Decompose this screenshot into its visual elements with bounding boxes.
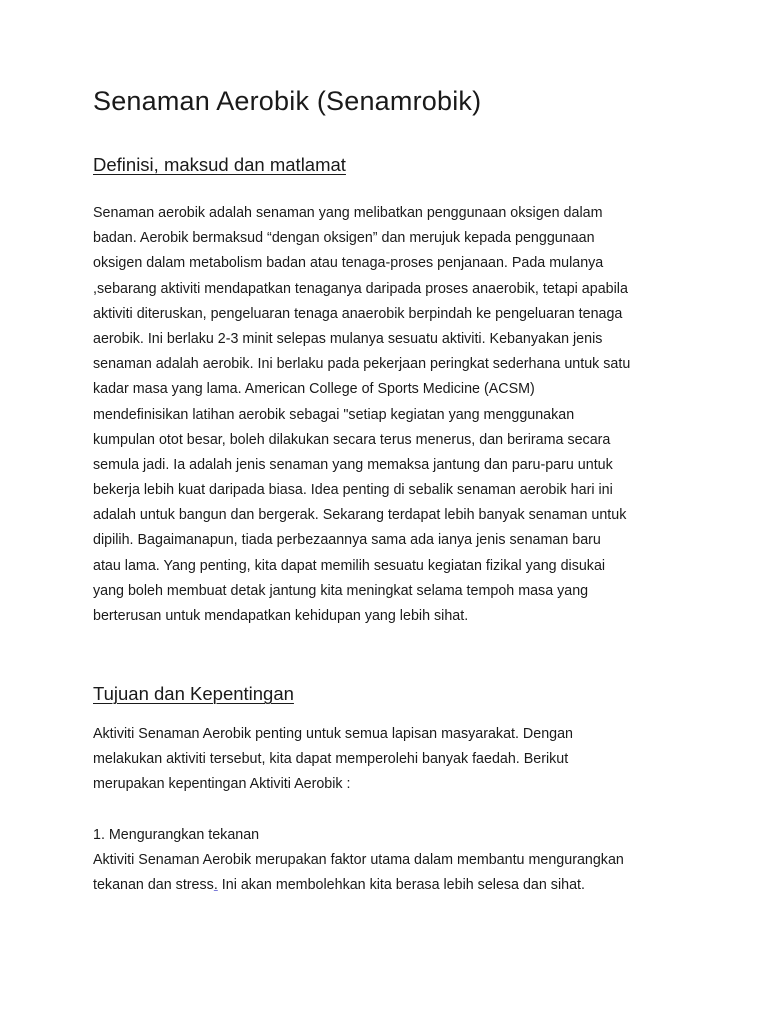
text-line: aerobik. Ini berlaku 2-3 minit selepas mulanya sesuatu aktiviti. Kebanyakan jenis: [93, 330, 603, 347]
text-line: atau lama. Yang penting, kita dapat memilih sesuatu kegiatan fizikal yang disukai: [93, 557, 606, 574]
text-line: adalah untuk bangun dan bergerak. Sekarang terdapat lebih banyak senaman untuk: [93, 507, 627, 524]
list-item-mengurangkan-tekanan: [93, 823, 693, 899]
text-line: badan. Aerobik bermaksud “dengan oksigen” dan merujuk kepada penggunaan: [93, 230, 595, 247]
text-segment: tekanan dan stress: [93, 877, 214, 894]
text-line: Aktiviti Senaman Aerobik penting untuk semua lapisan masyarakat. Dengan: [93, 726, 574, 742]
text-line: mendefinisikan latihan aerobik sebagai "setiap kegiatan yang menggunakan: [93, 406, 575, 423]
text-segment: Ini akan membolehkan kita berasa lebih selesa dan sihat.: [217, 877, 585, 894]
paragraph-tujuan-intro: [93, 722, 693, 798]
document-title: Senaman Aerobik (Senamrobik): [93, 86, 482, 116]
text-line: merupakan kepentingan Aktiviti Aerobik :: [93, 776, 351, 793]
text-line: Senaman aerobik adalah senaman yang melibatkan penggunaan oksigen dalam: [93, 205, 603, 221]
section-heading-definisi: Definisi, maksud dan matlamat: [93, 154, 346, 175]
text-line: Aktiviti Senaman Aerobik merupakan faktor utama dalam membantu mengurangkan: [93, 852, 624, 869]
text-line: yang boleh membuat detak jantung kita meningkat selama tempoh masa yang: [93, 582, 589, 599]
section-heading-tujuan: Tujuan dan Kepentingan: [93, 683, 294, 704]
text-line: melakukan aktiviti tersebut, kita dapat memperolehi banyak faedah. Berikut: [93, 751, 569, 768]
paragraph-definisi: [93, 201, 693, 629]
text-line: [93, 873, 693, 898]
list-item-title: 1. Mengurangkan tekanan: [93, 827, 260, 843]
text-line: ,sebarang aktiviti mendapatkan tenaganya daripada proses anaerobik, tetapi apabila: [93, 280, 628, 297]
text-line: berterusan untuk mendapatkan kehidupan yang lebih sihat.: [93, 608, 469, 624]
text-line: dipilih. Bagaimanapun, tiada perbezaannya sama ada ianya jenis senaman baru: [93, 532, 601, 549]
text-line: oksigen dalam metabolism badan atau tenaga-proses penjanaan. Pada mulanya: [93, 255, 604, 272]
text-line: kumpulan otot besar, boleh dilakukan secara terus menerus, dan berirama secara: [93, 431, 611, 448]
hyperlink-mark[interactable]: .: [213, 877, 218, 894]
text-line: aktiviti diteruskan, pengeluaran tenaga anaerobik berpindah ke pengeluaran tenaga: [93, 305, 623, 322]
text-line: semula jadi. Ia adalah jenis senaman yang memaksa jantung dan paru-paru untuk: [93, 456, 613, 473]
text-line: bekerja lebih kuat daripada biasa. Idea penting di sebalik senaman aerobik hari ini: [93, 482, 613, 499]
text-line: senaman adalah aerobik. Ini berlaku pada pekerjaan peringkat sederhana untuk satu: [93, 356, 631, 373]
text-line: kadar masa yang lama. American College of Sports Medicine (ACSM): [93, 381, 535, 398]
